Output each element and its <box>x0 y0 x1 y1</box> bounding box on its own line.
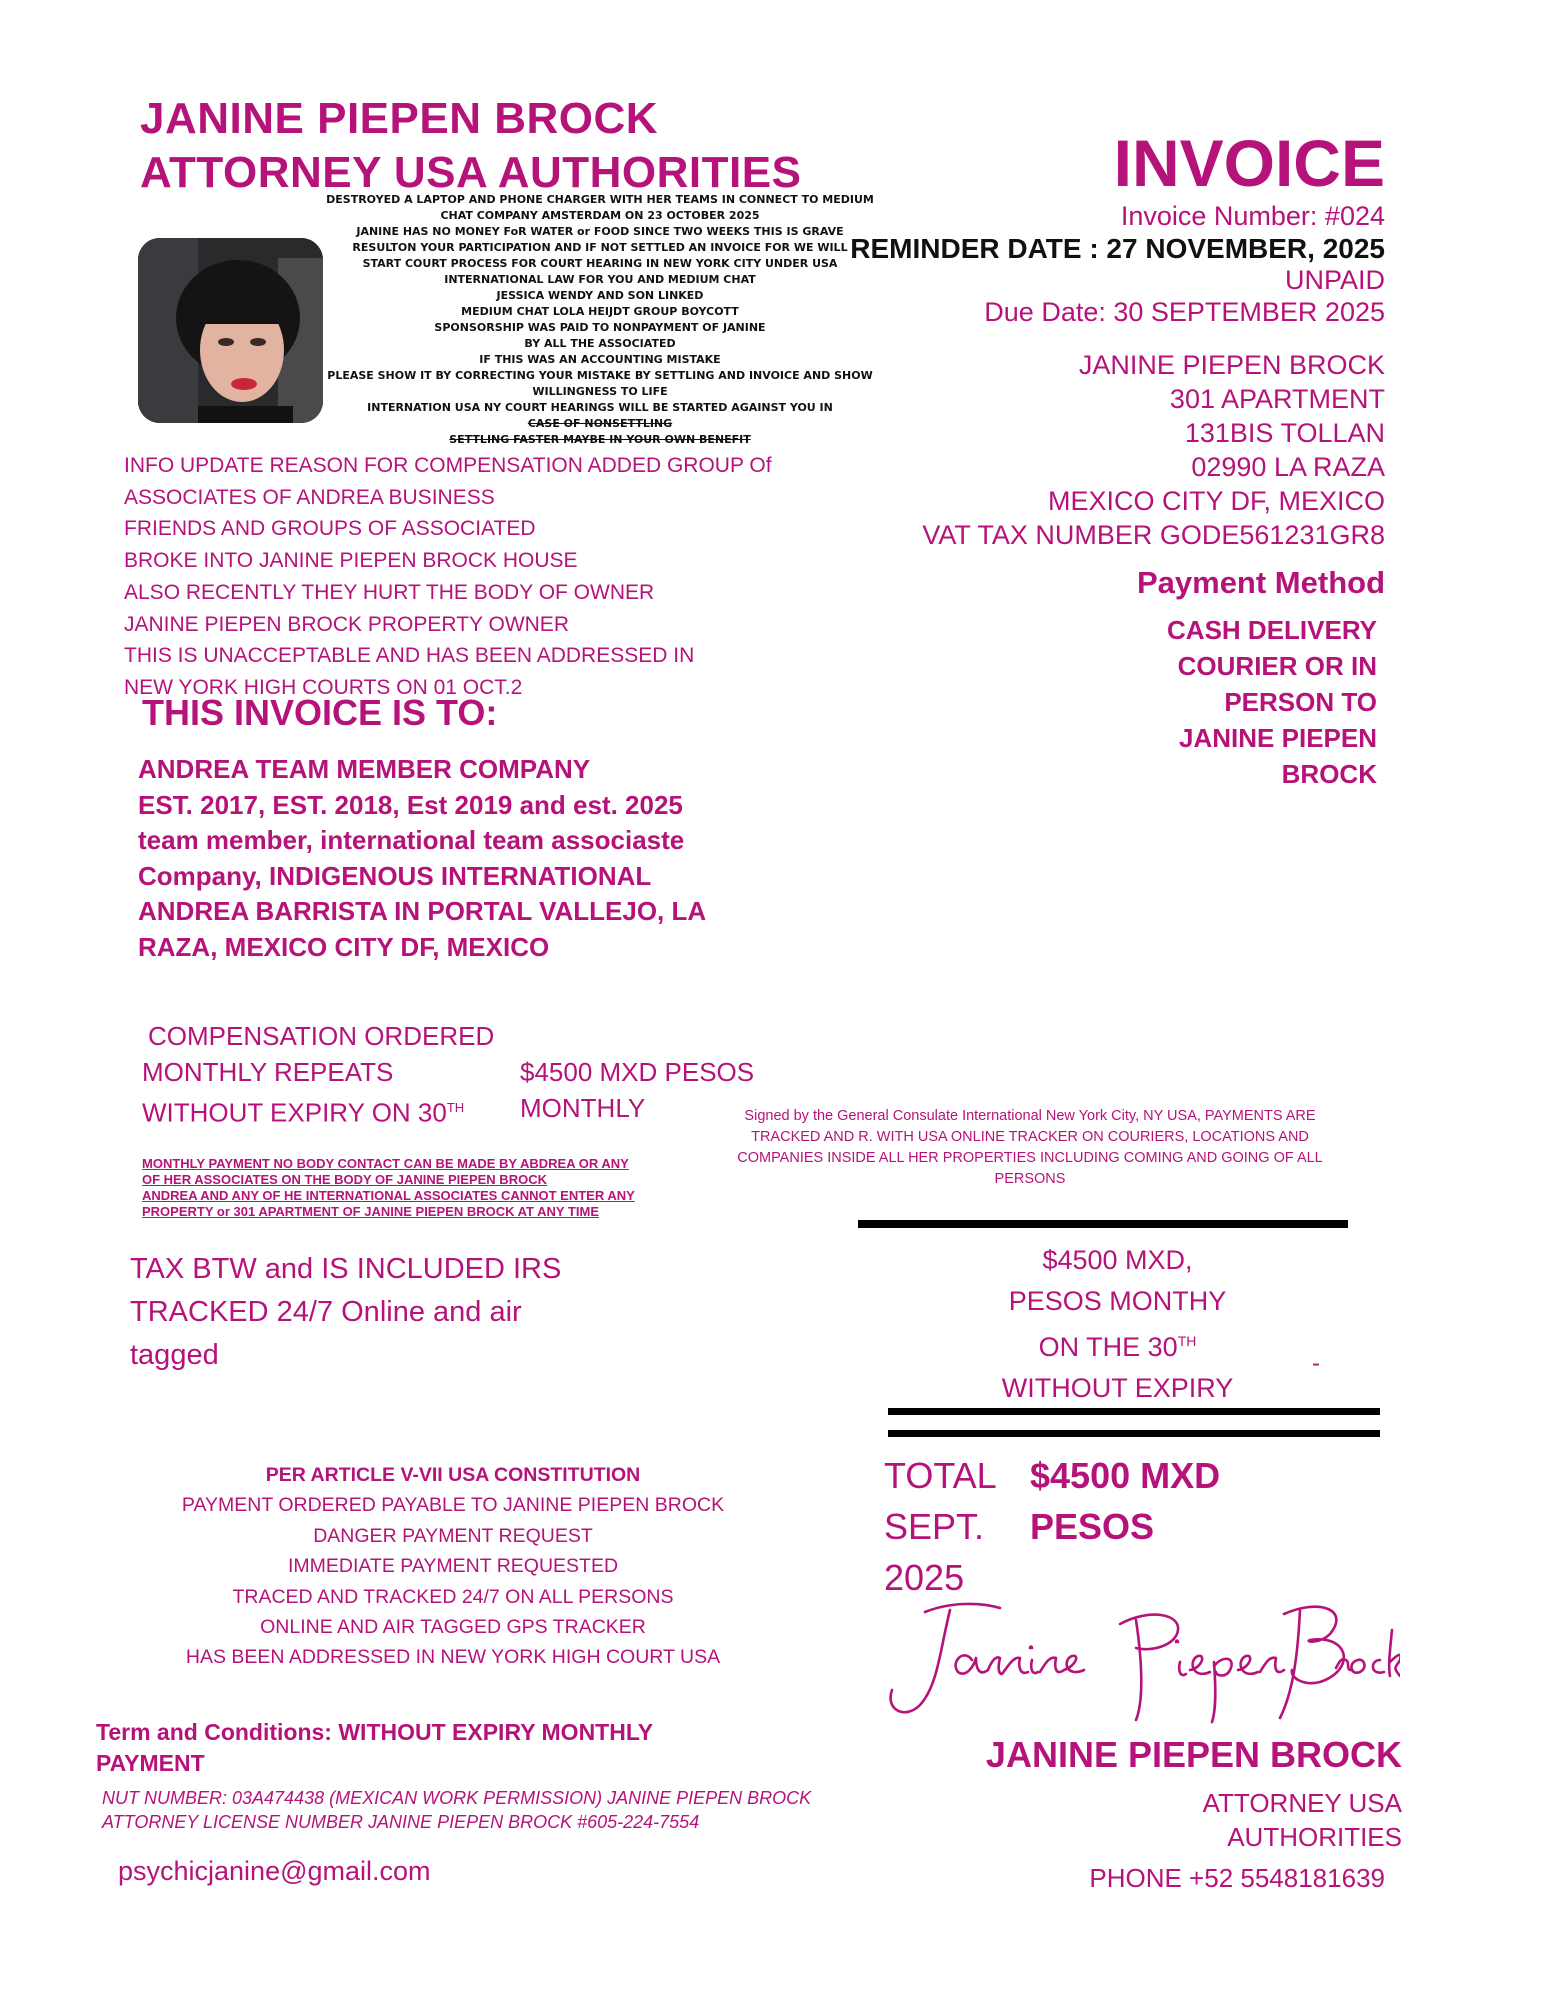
info-line: INFO UPDATE REASON FOR COMPENSATION ADDED GROUP Of <box>124 454 772 477</box>
notice-line: BY ALL THE ASSOCIATED <box>524 337 676 350</box>
payment-method-text <box>1167 612 1377 792</box>
terms-line: Term and Conditions: WITHOUT EXPIRY MONTHLY <box>96 1719 654 1745</box>
invoice-to-title: THIS INVOICE IS TO: <box>142 692 498 733</box>
tax-line: TRACKED 24/7 Online and air <box>130 1296 522 1328</box>
invoice-status: UNPAID <box>1284 265 1385 295</box>
summary-dash: - <box>1312 1350 1320 1377</box>
compensation-line-3 <box>142 1090 494 1131</box>
total-label <box>884 1450 997 1603</box>
address-line: 301 APARTMENT <box>1169 384 1385 414</box>
recipient-line: ANDREA BARRISTA IN PORTAL VALLEJO, LA <box>138 896 707 926</box>
signed-note-line: PERSONS <box>994 1171 1066 1187</box>
compensation-line: MONTHLY REPEATS <box>142 1057 394 1087</box>
header-block <box>140 92 801 200</box>
info-line: JANINE PIEPEN BROCK PROPERTY OWNER <box>124 612 569 636</box>
summary-sup: TH <box>1177 1333 1197 1349</box>
footer-meta <box>102 1786 811 1834</box>
article-line: PAYMENT ORDERED PAYABLE TO JANINE PIEPEN BROCK <box>181 1494 725 1517</box>
total-label-line: 2025 <box>884 1557 965 1598</box>
article-title: PER ARTICLE V-VII USA CONSTITUTION <box>265 1464 641 1486</box>
article-block <box>148 1460 758 1673</box>
total-value-line: PESOS <box>1030 1506 1155 1547</box>
total-label-line: TOTAL <box>884 1455 997 1496</box>
summary-line: WITHOUT EXPIRY <box>1001 1372 1234 1403</box>
compensation-line: COMPENSATION ORDERED <box>148 1021 495 1051</box>
signer-title-line: AUTHORITIES <box>1227 1822 1402 1852</box>
notice-line: START COURT PROCESS FOR COURT HEARING IN NEW YORK CITY UNDER USA <box>362 257 838 270</box>
notice-line: WILLINGNESS TO LIFE <box>532 385 668 398</box>
recipient-line: Company, INDIGENOUS INTERNATIONAL <box>138 860 652 891</box>
payment-line: PERSON TO <box>1224 687 1377 717</box>
contact-notice-line: MONTHLY PAYMENT NO BODY CONTACT CAN BE MADE BY ABDREA OR ANY <box>142 1156 629 1171</box>
notice-line-struck: CASE OF NONSETTLING <box>527 417 673 430</box>
article-line: ONLINE AND AIR TAGGED GPS TRACKER <box>260 1616 646 1639</box>
signed-note-line: COMPANIES INSIDE ALL HER PROPERTIES INCLUDING COMING AND GOING OF ALL <box>737 1150 1323 1166</box>
divider-rule <box>888 1408 1380 1415</box>
invoice-title: INVOICE <box>1113 126 1385 200</box>
notice-line: JESSICA WENDY AND SON LINKED <box>496 289 704 302</box>
tax-line: tagged <box>130 1339 219 1371</box>
terms-line: PAYMENT <box>96 1750 205 1776</box>
notice-block <box>320 192 880 448</box>
signed-note-line: Signed by the General Consulate International New York City, NY USA, PAYMENTS ARE <box>744 1108 1316 1124</box>
profile-photo <box>138 238 323 423</box>
summary-block <box>975 1240 1260 1408</box>
compensation-sup: TH <box>446 1100 465 1115</box>
info-line: BROKE INTO JANINE PIEPEN BROCK HOUSE <box>124 549 578 573</box>
recipient-line: team member, international team associaste <box>138 825 685 855</box>
article-line: IMMEDIATE PAYMENT REQUESTED <box>287 1555 619 1578</box>
info-line: FRIENDS AND GROUPS OF ASSOCIATED <box>124 517 536 541</box>
payment-line: BROCK <box>1281 759 1377 789</box>
signer-title <box>1203 1786 1402 1854</box>
divider-rule <box>858 1220 1348 1228</box>
address-line: 131BIS TOLLAN <box>1184 418 1385 448</box>
recipient-line: EST. 2017, EST. 2018, Est 2019 and est. 2025 <box>138 789 683 820</box>
info-line: NEW YORK HIGH COURTS ON 01 OCT.2 <box>124 675 523 699</box>
contact-notice-line: OF HER ASSOCIATES ON THE BODY OF JANINE PIEPEN BROCK <box>142 1172 547 1187</box>
notice-line-struck: SETTLING FASTER MAYBE IN YOUR OWN BENEFIT <box>449 433 751 446</box>
payment-line: COURIER OR IN <box>1177 651 1377 681</box>
reminder-date: REMINDER DATE : 27 NOVEMBER, 2025 <box>850 233 1385 264</box>
notice-line: INTERNATION USA NY COURT HEARINGS WILL BE STARTED AGAINST YOU IN <box>367 401 833 414</box>
address-line: 02990 LA RAZA <box>1191 452 1385 482</box>
terms-and-conditions <box>96 1717 653 1779</box>
address-line: MEXICO CITY DF, MEXICO <box>1047 486 1385 516</box>
invoice-due-date: Due Date: 30 SEPTEMBER 2025 <box>984 297 1385 327</box>
divider-rule <box>888 1430 1380 1437</box>
header-name: JANINE PIEPEN BROCK <box>140 94 659 143</box>
recipient-line: ANDREA TEAM MEMBER COMPANY <box>138 754 591 784</box>
phone-number[interactable]: PHONE +52 5548181639 <box>1089 1863 1385 1893</box>
compensation-line: WITHOUT EXPIRY ON 30 <box>142 1097 447 1128</box>
signed-note-line: TRACKED AND R. WITH USA ONLINE TRACKER ON COURIERS, LOCATIONS AND <box>751 1129 1309 1145</box>
sender-address <box>922 348 1385 552</box>
notice-line: PLEASE SHOW IT BY CORRECTING YOUR MISTAKE BY SETTLING AND INVOICE AND SHOW <box>327 369 873 382</box>
recipient-block <box>138 752 706 965</box>
total-value-line: $4500 MXD <box>1030 1455 1221 1496</box>
tax-line: TAX BTW and IS INCLUDED IRS <box>130 1253 562 1285</box>
notice-line: JANINE HAS NO MONEY FoR WATER or FOOD SINCE TWO WEEKS THIS IS GRAVE <box>356 225 844 238</box>
handwritten-signature <box>880 1590 1400 1730</box>
summary-line-3 <box>975 1321 1260 1368</box>
notice-line: INTERNATIONAL LAW FOR YOU AND MEDIUM CHAT <box>444 273 756 286</box>
compensation-period: MONTHLY <box>520 1093 646 1123</box>
contact-notice <box>142 1156 635 1220</box>
summary-line: PESOS MONTHY <box>1008 1285 1227 1316</box>
notice-line: DESTROYED A LAPTOP AND PHONE CHARGER WITH HER TEAMS IN CONNECT TO MEDIUM <box>326 193 874 206</box>
info-line: THIS IS UNACCEPTABLE AND HAS BEEN ADDRESSED IN <box>124 644 695 668</box>
article-line: DANGER PAYMENT REQUEST <box>313 1524 593 1547</box>
header-role: ATTORNEY USA AUTHORITIES <box>140 148 802 197</box>
info-update <box>124 450 772 704</box>
address-line: JANINE PIEPEN BROCK <box>1078 350 1385 380</box>
signature-image <box>880 1590 1400 1730</box>
contact-notice-line: PROPERTY or 301 APARTMENT OF JANINE PIEPEN BROCK AT ANY TIME <box>142 1204 599 1219</box>
summary-line: $4500 MXD, <box>1042 1245 1193 1275</box>
total-value <box>1030 1450 1220 1552</box>
signed-note <box>700 1106 1360 1190</box>
signer-name: JANINE PIEPEN BROCK <box>985 1734 1402 1775</box>
compensation-amount: $4500 MXD PESOS <box>520 1057 755 1087</box>
article-line: HAS BEEN ADDRESSED IN NEW YORK HIGH COURT USA <box>185 1646 721 1669</box>
notice-line: SPONSORSHIP WAS PAID TO NONPAYMENT OF JANINE <box>434 321 766 334</box>
email-address[interactable]: psychicjanine@gmail.com <box>118 1856 431 1886</box>
total-label-line: SEPT. <box>884 1506 985 1547</box>
license-number: ATTORNEY LICENSE NUMBER JANINE PIEPEN BROCK #605-224-7554 <box>102 1812 700 1832</box>
profile-photo-image <box>138 238 323 423</box>
compensation-block <box>142 1018 494 1131</box>
payment-line: CASH DELIVERY <box>1167 615 1377 645</box>
invoice-number: Invoice Number: #024 <box>1120 201 1385 231</box>
signer-title-line: ATTORNEY USA <box>1202 1788 1402 1818</box>
notice-line: IF THIS WAS AN ACCOUNTING MISTAKE <box>479 353 721 366</box>
article-line: TRACED AND TRACKED 24/7 ON ALL PERSONS <box>232 1585 674 1608</box>
tax-note <box>130 1248 561 1377</box>
notice-line: MEDIUM CHAT LOLA HEIJDT GROUP BOYCOTT <box>461 305 739 318</box>
notice-line: CHAT COMPANY AMSTERDAM ON 23 OCTOBER 2025 <box>440 209 760 222</box>
recipient-line: RAZA, MEXICO CITY DF, MEXICO <box>138 931 550 962</box>
payment-method-title: Payment Method <box>1136 565 1385 600</box>
notice-line: RESULTON YOUR PARTICIPATION AND IF NOT SETTLED AN INVOICE FOR WE WILL <box>352 241 848 254</box>
contact-notice-line: ANDREA AND ANY OF HE INTERNATIONAL ASSOCIATES CANNOT ENTER ANY <box>142 1188 635 1203</box>
summary-line: ON THE 30 <box>1038 1332 1178 1362</box>
nut-number: NUT NUMBER: 03A474438 (MEXICAN WORK PERMISSION) JANINE PIEPEN BROCK <box>102 1788 812 1808</box>
info-line: ALSO RECENTLY THEY HURT THE BODY OF OWNER <box>124 580 655 604</box>
address-line: VAT TAX NUMBER GODE561231GR8 <box>922 520 1385 550</box>
payment-line: JANINE PIEPEN <box>1179 723 1377 753</box>
info-line: ASSOCIATES OF ANDREA BUSINESS <box>124 485 495 509</box>
